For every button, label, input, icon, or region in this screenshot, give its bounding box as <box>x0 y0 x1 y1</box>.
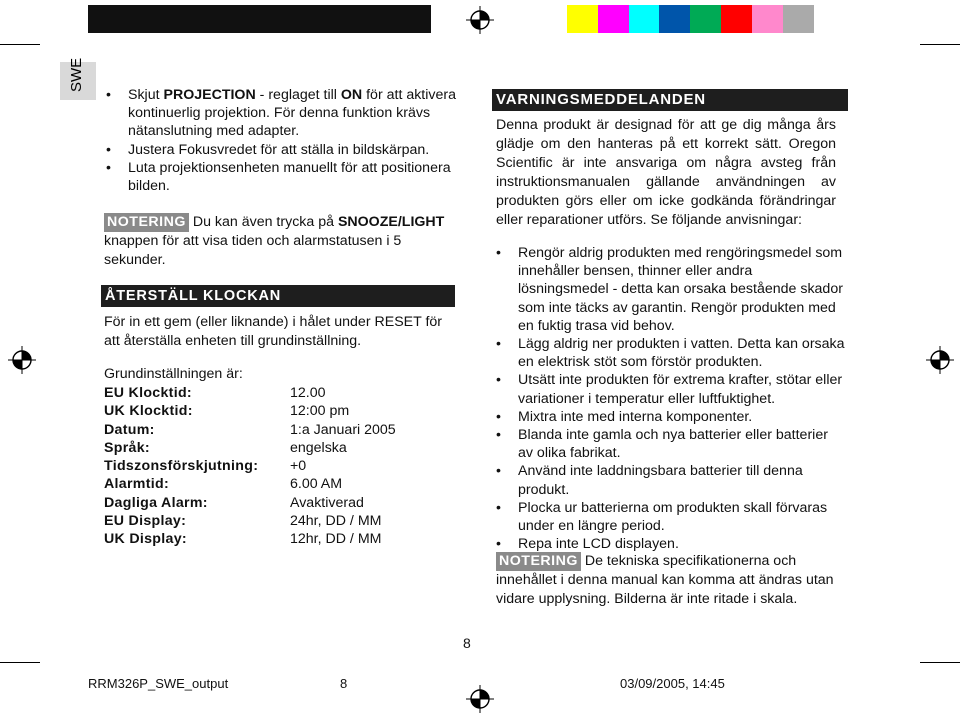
setting-key: Dagliga Alarm: <box>104 494 208 511</box>
setting-key: Alarmtid: <box>104 476 169 493</box>
note-tag: NOTERING <box>104 213 189 232</box>
setting-key: EU Klocktid: <box>104 385 192 401</box>
color-swatch <box>567 5 598 33</box>
registration-mark-top-icon <box>466 6 494 34</box>
list-item: • Luta projektionsenheten manuellt för att positionera bilden. <box>106 159 456 195</box>
table-row <box>104 494 396 512</box>
setting-value: 24hr, DD / MM <box>290 513 382 530</box>
page-number: 8 <box>463 635 471 651</box>
color-swatch <box>783 5 814 33</box>
setting-value: +0 <box>290 458 307 475</box>
warnings-list <box>496 244 846 553</box>
color-swatch <box>598 5 629 33</box>
list-item: • Skjut PROJECTION - reglaget till ON för att aktivera kontinuerlig projektion. För denna funktion krävs nätanslutning med adapter. <box>106 86 456 141</box>
list-item: • Mixtra inte med interna komponenter. <box>496 408 846 426</box>
table-row <box>104 439 396 457</box>
registration-mark-right-icon <box>926 346 954 374</box>
projection-instructions-list <box>106 86 456 195</box>
crop-mark <box>920 662 960 663</box>
crop-mark <box>920 44 960 45</box>
table-row <box>104 402 396 420</box>
setting-key: Tidszonsförskjutning: <box>104 458 259 475</box>
table-row <box>104 457 396 475</box>
setting-key: EU Display: <box>104 513 187 530</box>
setting-key: UK Klocktid: <box>104 403 193 420</box>
setting-value: engelska <box>290 439 347 456</box>
color-swatch <box>721 5 752 33</box>
setting-value: Avaktiverad <box>290 494 364 511</box>
setting-value: 12.00 <box>290 385 326 401</box>
registration-mark-left-icon <box>8 346 36 374</box>
list-item: • Använd inte laddningsbara batterier till denna produkt. <box>496 462 846 498</box>
list-item: • Blanda inte gamla och nya batterier eller batterier av olika fabrikat. <box>496 426 846 462</box>
language-side-tab <box>60 57 96 100</box>
footer-page: 8 <box>340 676 348 691</box>
list-item: • Lägg aldrig ner produkten i vatten. Detta kan orsaka en elektrisk stöt som förstör produkten. <box>496 335 846 371</box>
registration-mark-bottom-icon <box>466 685 494 713</box>
table-row <box>104 475 396 493</box>
warnings-heading: VARNINGSMEDDELANDEN <box>492 89 848 111</box>
setting-key: Datum: <box>104 421 155 438</box>
note-specifications: NOTERING De tekniska specifikationerna och innehållet i denna manual kan komma att ändras utan vidare upplysning. Bilderna är inte ritade i skala. <box>496 553 834 607</box>
print-bar-left <box>88 5 431 33</box>
crop-mark <box>0 44 40 45</box>
setting-value: 12:00 pm <box>290 403 350 420</box>
setting-value: 1:a Januari 2005 <box>290 421 396 438</box>
table-row <box>104 384 396 402</box>
footer-datetime: 03/09/2005, 14:45 <box>620 676 725 691</box>
color-swatch <box>659 5 690 33</box>
setting-key: UK Display: <box>104 531 187 548</box>
list-item: • Justera Fokusvredet för att ställa in bildskärpan. <box>106 141 456 159</box>
color-swatch <box>752 5 783 33</box>
setting-key: Språk: <box>104 439 150 456</box>
default-settings-table <box>104 384 396 549</box>
language-side-tab-label: SWE <box>68 57 85 92</box>
defaults-intro: Grundinställningen är: <box>104 366 243 382</box>
list-item: • Plocka ur batterierna om produkten skall förvaras under en längre period. <box>496 499 846 535</box>
setting-value: 6.00 AM <box>290 476 343 493</box>
table-row <box>104 512 396 530</box>
reset-instructions: För in ett gem (eller liknande) i hålet under RESET för att återställa enheten till grundinställning. <box>104 314 443 349</box>
warnings-intro: Denna produkt är designad för att ge dig många års glädje om den hanteras på ett korrekt sätt. Oregon Scientific är inte ansvariga om några avsteg från instruktionsmanualen gällande användningen av produkten görs eller om icke godkända förändringar eller reparationer utförs. Se följande anvisningar: <box>496 117 836 228</box>
table-row <box>104 421 396 439</box>
crop-mark <box>0 662 40 663</box>
list-item: • Utsätt inte produkten för extrema krafter, stötar eller variationer i temperatur eller luftfuktighet. <box>496 371 846 407</box>
note-tag: NOTERING <box>496 552 581 571</box>
table-row <box>104 530 396 548</box>
note-snooze-light: NOTERING Du kan även trycka på SNOOZE/LIGHT knappen för att visa tiden och alarmstatusen i 5 sekunder. <box>104 214 445 268</box>
color-swatch <box>629 5 660 33</box>
reset-clock-heading: ÅTERSTÄLL KLOCKAN <box>101 285 455 307</box>
footer-file-name: RRM326P_SWE_output <box>88 676 229 691</box>
list-item: • Repa inte LCD displayen. <box>496 535 846 553</box>
list-item: • Rengör aldrig produkten med rengöringsmedel som innehåller bensen, thinner eller andra lösningsmedel - detta kan orsaka bestående skador som inte täcks av garantin. Rengör produkten med en fuktig trasa vid behov. <box>496 244 846 335</box>
setting-value: 12hr, DD / MM <box>290 531 382 548</box>
color-swatch <box>690 5 721 33</box>
